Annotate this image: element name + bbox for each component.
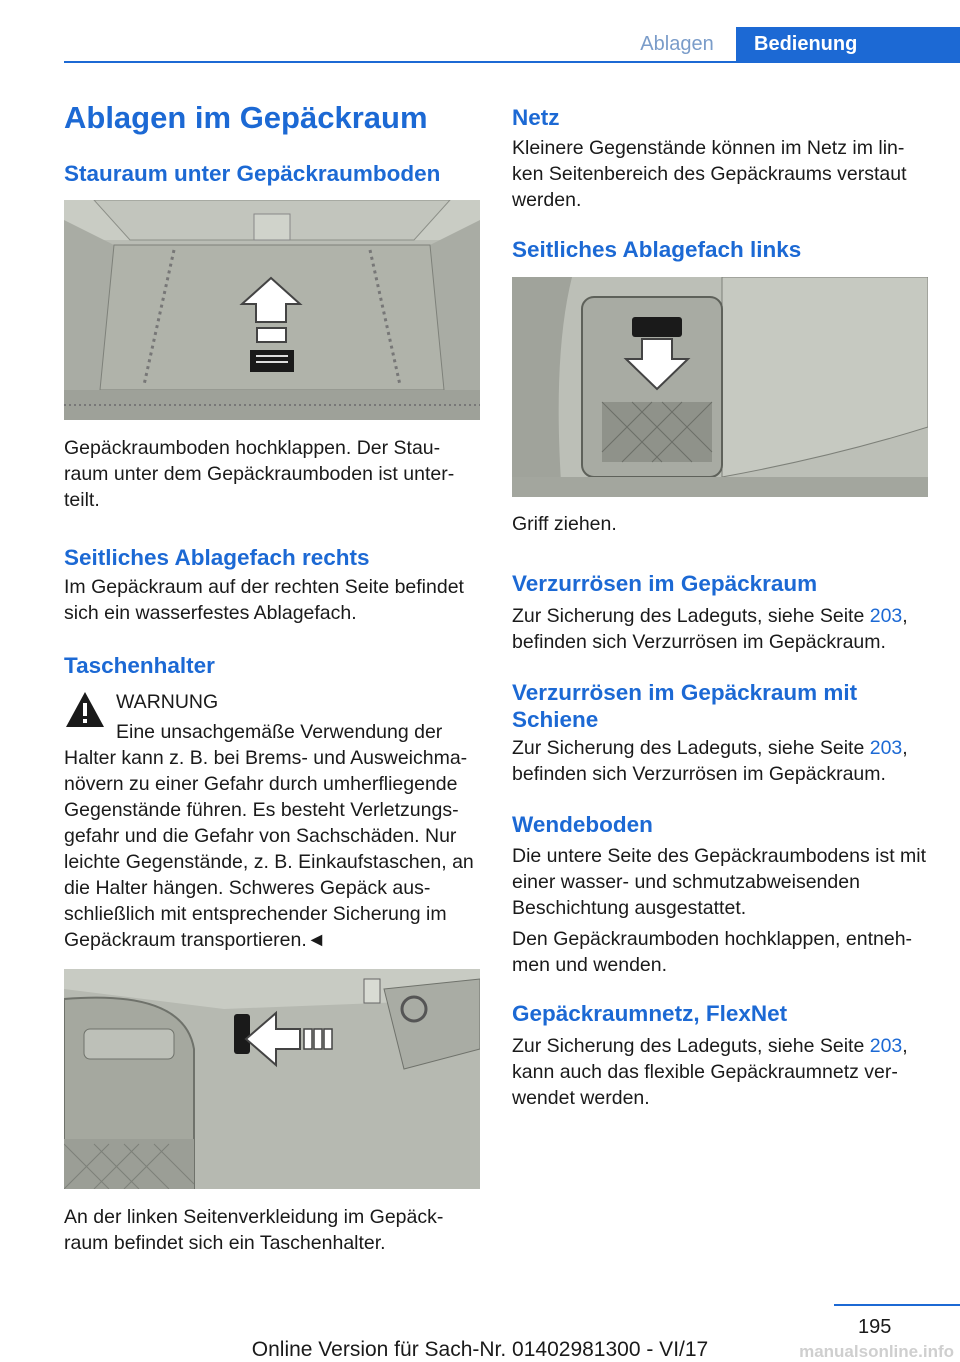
watermark: manualsonline.info (799, 1342, 954, 1361)
storage-under-floor-text: Gepäckraumboden hochklappen. Der Stau-raum unter dem Gepäckraumboden ist unter-teilt. (64, 437, 455, 511)
figure-bag-holder (64, 969, 480, 1189)
footer-rule (834, 1304, 960, 1306)
bag-holder-caption: An der linken Seitenverkleidung im Gepäck-raum befindet sich ein Taschenhalter. (64, 1206, 444, 1254)
figure-luggage-floor (64, 200, 480, 420)
left-compartment-caption: Griff ziehen. (512, 513, 617, 535)
page-title: Ablagen im Gepäckraum (64, 100, 428, 135)
lashing-rail-text: Zur Sicherung des Ladeguts, siehe Seite 203, befinden sich Verzurrösen im Gepäckraum. (512, 737, 908, 785)
warning-label: WARNUNG (116, 691, 219, 713)
reversible-floor-text-2: Den Gepäckraumboden hochklappen, entneh-men und wenden. (512, 928, 913, 976)
section-heading-storage-under-floor: Stauraum unter Gepäckraumboden (64, 161, 441, 186)
section-heading-net: Netz (512, 105, 560, 130)
page-link-203[interactable]: 203 (869, 737, 903, 759)
tab-bedienung[interactable]: Bedienung (736, 27, 960, 61)
page-number: 195 (858, 1316, 892, 1338)
page-link-203[interactable]: 203 (869, 1035, 903, 1057)
section-heading-flexnet: Gepäckraumnetz, FlexNet (512, 1001, 788, 1026)
warning-triangle-icon (64, 690, 106, 730)
section-heading-left-compartment: Seitliches Ablagefach links (512, 237, 802, 262)
page-link-203[interactable]: 203 (869, 605, 903, 627)
lashing-eyes-text: Zur Sicherung des Ladeguts, siehe Seite 203, befinden sich Verzurrösen im Gepäckraum. (512, 605, 908, 653)
online-version-note: Online Version für Sach-Nr. 01402981300 - VI/17 (251, 1338, 709, 1361)
section-heading-reversible-floor: Wendeboden (512, 812, 653, 837)
right-compartment-text: Im Gepäckraum auf der rechten Seite befindet sich ein wasserfestes Ablagefach. (64, 576, 464, 624)
header-rule (64, 61, 960, 63)
warning-text: Halter kann z. B. bei Brems- und Ausweichma-növern zu einer Gefahr durch umherfliegende Gegenstände führen. Es besteht Verletzungs-gefahr und die Gefahr von Sachschäden. Nur leichte Gegenstände, z. B. Einkaufstaschen, an die Halter hängen. Schweres Gepäck aus-schließlich mit entsprechender Sicherung im Gepäckraum transportieren.◄ (64, 747, 474, 951)
section-heading-lashing-eyes: Verzurrösen im Gepäckraum (512, 571, 818, 596)
figure-left-compartment (512, 277, 928, 497)
flexnet-text: Zur Sicherung des Ladeguts, siehe Seite 203, kann auch das flexible Gepäckraumnetz ver-wendet werden. (512, 1035, 908, 1109)
section-heading-bag-holder: Taschenhalter (64, 653, 215, 678)
warning-first-line: Eine unsachgemäße Verwendung der (116, 721, 443, 743)
tab-ablagen[interactable]: Ablagen (640, 33, 714, 55)
section-heading-right-compartment: Seitliches Ablagefach rechts (64, 545, 370, 570)
section-heading-lashing-rail: Verzurrösen im Gepäckraum mit Schiene (512, 680, 858, 732)
net-text: Kleinere Gegenstände können im Netz im lin-ken Seitenbereich des Gepäckraums verstaut werden. (512, 137, 907, 211)
reversible-floor-text-1: Die untere Seite des Gepäckraumbodens ist mit einer wasser- und schmutzabweisenden Beschichtung ausgestattet. (512, 845, 927, 919)
